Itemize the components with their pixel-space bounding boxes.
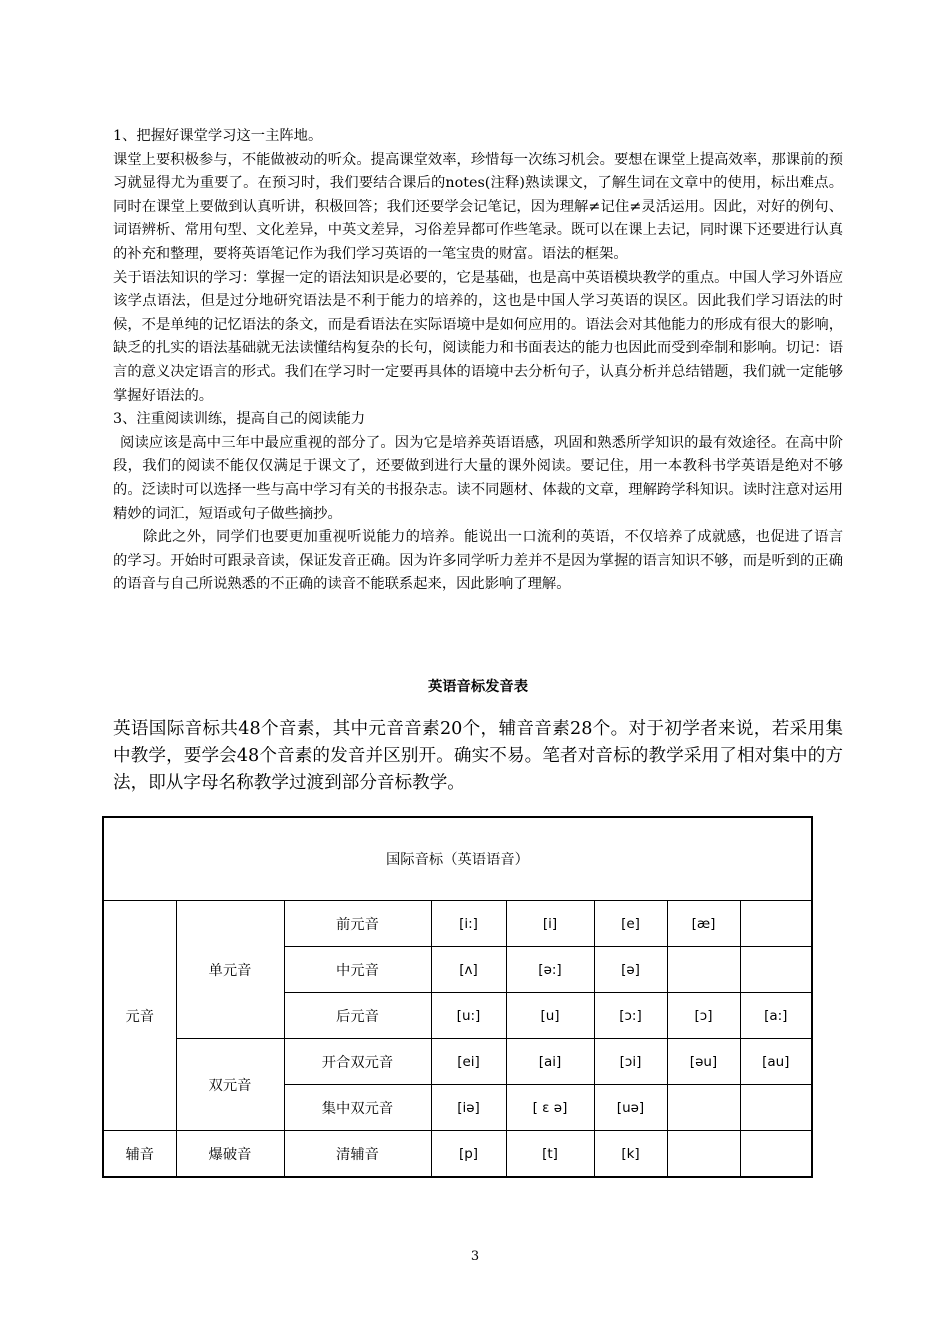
ipa-cell: [p] (431, 1131, 506, 1178)
ipa-cell (667, 1131, 740, 1178)
ipa-cell (667, 947, 740, 993)
ipa-cell: [ɔ:] (594, 993, 667, 1039)
section-title: 英语音标发音表 (427, 679, 529, 695)
ipa-cell: [æ] (667, 901, 740, 947)
ipa-cell: [i:] (431, 901, 506, 947)
ipa-cell (740, 901, 812, 947)
ipa-cell: [iə] (431, 1085, 506, 1131)
ipa-cell: [ə:] (506, 947, 594, 993)
ipa-cell: [ə] (594, 947, 667, 993)
heading-1: 1、把握好课堂学习这一主阵地。 (113, 128, 323, 144)
group-monophthong: 单元音 (176, 901, 284, 1039)
phonetic-table (102, 816, 813, 1178)
ipa-cell (740, 1131, 812, 1178)
ipa-cell: [ʌ] (431, 947, 506, 993)
paragraph-reading: 阅读应该是高中三年中最应重视的部分了。因为它是培养英语语感，巩固和熟悉所学知识的最有效途径。在高中阶段，我们的阅读不能仅仅满足于课文了，还要做到进行大量的课外阅读。要记住，用一本教科书学英语是绝对不够的。泛读时可以选择一些与高中学习有关的书报杂志。读不同题材、体裁的文章，理解跨学科知识。读时注意对运用精妙的词汇，短语或句子做些摘抄。 (113, 434, 843, 522)
row-label: 集中双元音 (284, 1085, 431, 1131)
ipa-cell: [ai] (506, 1039, 594, 1085)
ipa-cell: [u] (506, 993, 594, 1039)
ipa-cell: [k] (594, 1131, 667, 1178)
heading-3: 3、注重阅读训练，提高自己的阅读能力 (113, 411, 366, 428)
ipa-cell (740, 947, 812, 993)
paragraph-listening: 除此之外，同学们也要更加重视听说能力的培养。能说出一口流利的英语，不仅培养了成就感，也促进了语言的学习。开始时可跟录音读，保证发音正确。因为许多同学听力差并不是因为掌握的语言知识不够，而是听到的正确的语音与自己所说熟悉的不正确的读音不能联系起来，因此影响了理解。 (113, 529, 843, 593)
intro-paragraph: 英语国际音标共48个音素，其中元音音素20个，辅音音素28个。对于初学者来说，若采用集中教学，要学会48个音素的发音并区别开。确实不易。笔者对音标的教学采用了相对集中的方法，即从字母名称教学过渡到部分音标教学。 (113, 719, 843, 793)
ipa-cell: [əu] (667, 1039, 740, 1085)
group-plosive: 爆破音 (176, 1131, 284, 1178)
paragraph-grammar: 关于语法知识的学习：掌握一定的语法知识是必要的，它是基础，也是高中英语模块教学的重点。中国人学习外语应该学点语法，但是过分地研究语法是不利于能力的培养的，这也是中国人学习英语的误区。因此我们学习语法的时候，不是单纯的记忆语法的条文，而是看语法在实际语境中是如何应用的。语法会对其他能力的形成有很大的影响，缺乏的扎实的语法基础就无法读懂结构复杂的长句，阅读能力和书面表达的能力也因此而受到牵制和影响。切记：语言的意义决定语言的形式。我们在学习时一定要再具体的语境中去分析句子，认真分析并总结错题，我们就一定能够掌握好语法的。 (113, 269, 843, 404)
ipa-cell: [ɔi] (594, 1039, 667, 1085)
ipa-cell: [au] (740, 1039, 812, 1085)
ipa-cell: [ei] (431, 1039, 506, 1085)
ipa-cell: [t] (506, 1131, 594, 1178)
page-number: 3 (470, 1249, 480, 1264)
ipa-cell: [a:] (740, 993, 812, 1039)
ipa-cell: [u:] (431, 993, 506, 1039)
body-text (113, 125, 843, 597)
category-consonant: 辅音 (103, 1131, 176, 1178)
ipa-cell: [ɔ] (667, 993, 740, 1039)
row-label: 开合双元音 (284, 1039, 431, 1085)
category-vowel: 元音 (103, 901, 176, 1131)
row-label: 清辅音 (284, 1131, 431, 1178)
ipa-cell: [i] (506, 901, 594, 947)
row-label: 前元音 (284, 901, 431, 947)
group-diphthong: 双元音 (176, 1039, 284, 1131)
paragraph-classroom: 课堂上要积极参与，不能做被动的听众。提高课堂效率，珍惜每一次练习机会。要想在课堂上提高效率，那课前的预习就显得尤为重要了。在预习时，我们要结合课后的notes(注释)熟读课文，了解生词在文章中的使用，标出难点。同时在课堂上要做到认真听讲，积极回答；我们还要学会记笔记，因为理解≠记住≠灵活运用。因此，对好的例句、词语辨析、常用句型、文化差异，中英文差异，习俗差异都可作些笔录。既可以在课上去记，同时课下还要进行认真的补充和整理，要将英语笔记作为我们学习英语的一笔宝贵的财富。语法的框架。 (113, 151, 843, 262)
row-label: 中元音 (284, 947, 431, 993)
ipa-cell: [uə] (594, 1085, 667, 1131)
table-header: 国际音标（英语语音） (103, 817, 812, 901)
ipa-cell (740, 1085, 812, 1131)
ipa-cell: [ ɛ ə] (506, 1085, 594, 1131)
ipa-cell: [e] (594, 901, 667, 947)
ipa-cell (667, 1085, 740, 1131)
row-label: 后元音 (284, 993, 431, 1039)
